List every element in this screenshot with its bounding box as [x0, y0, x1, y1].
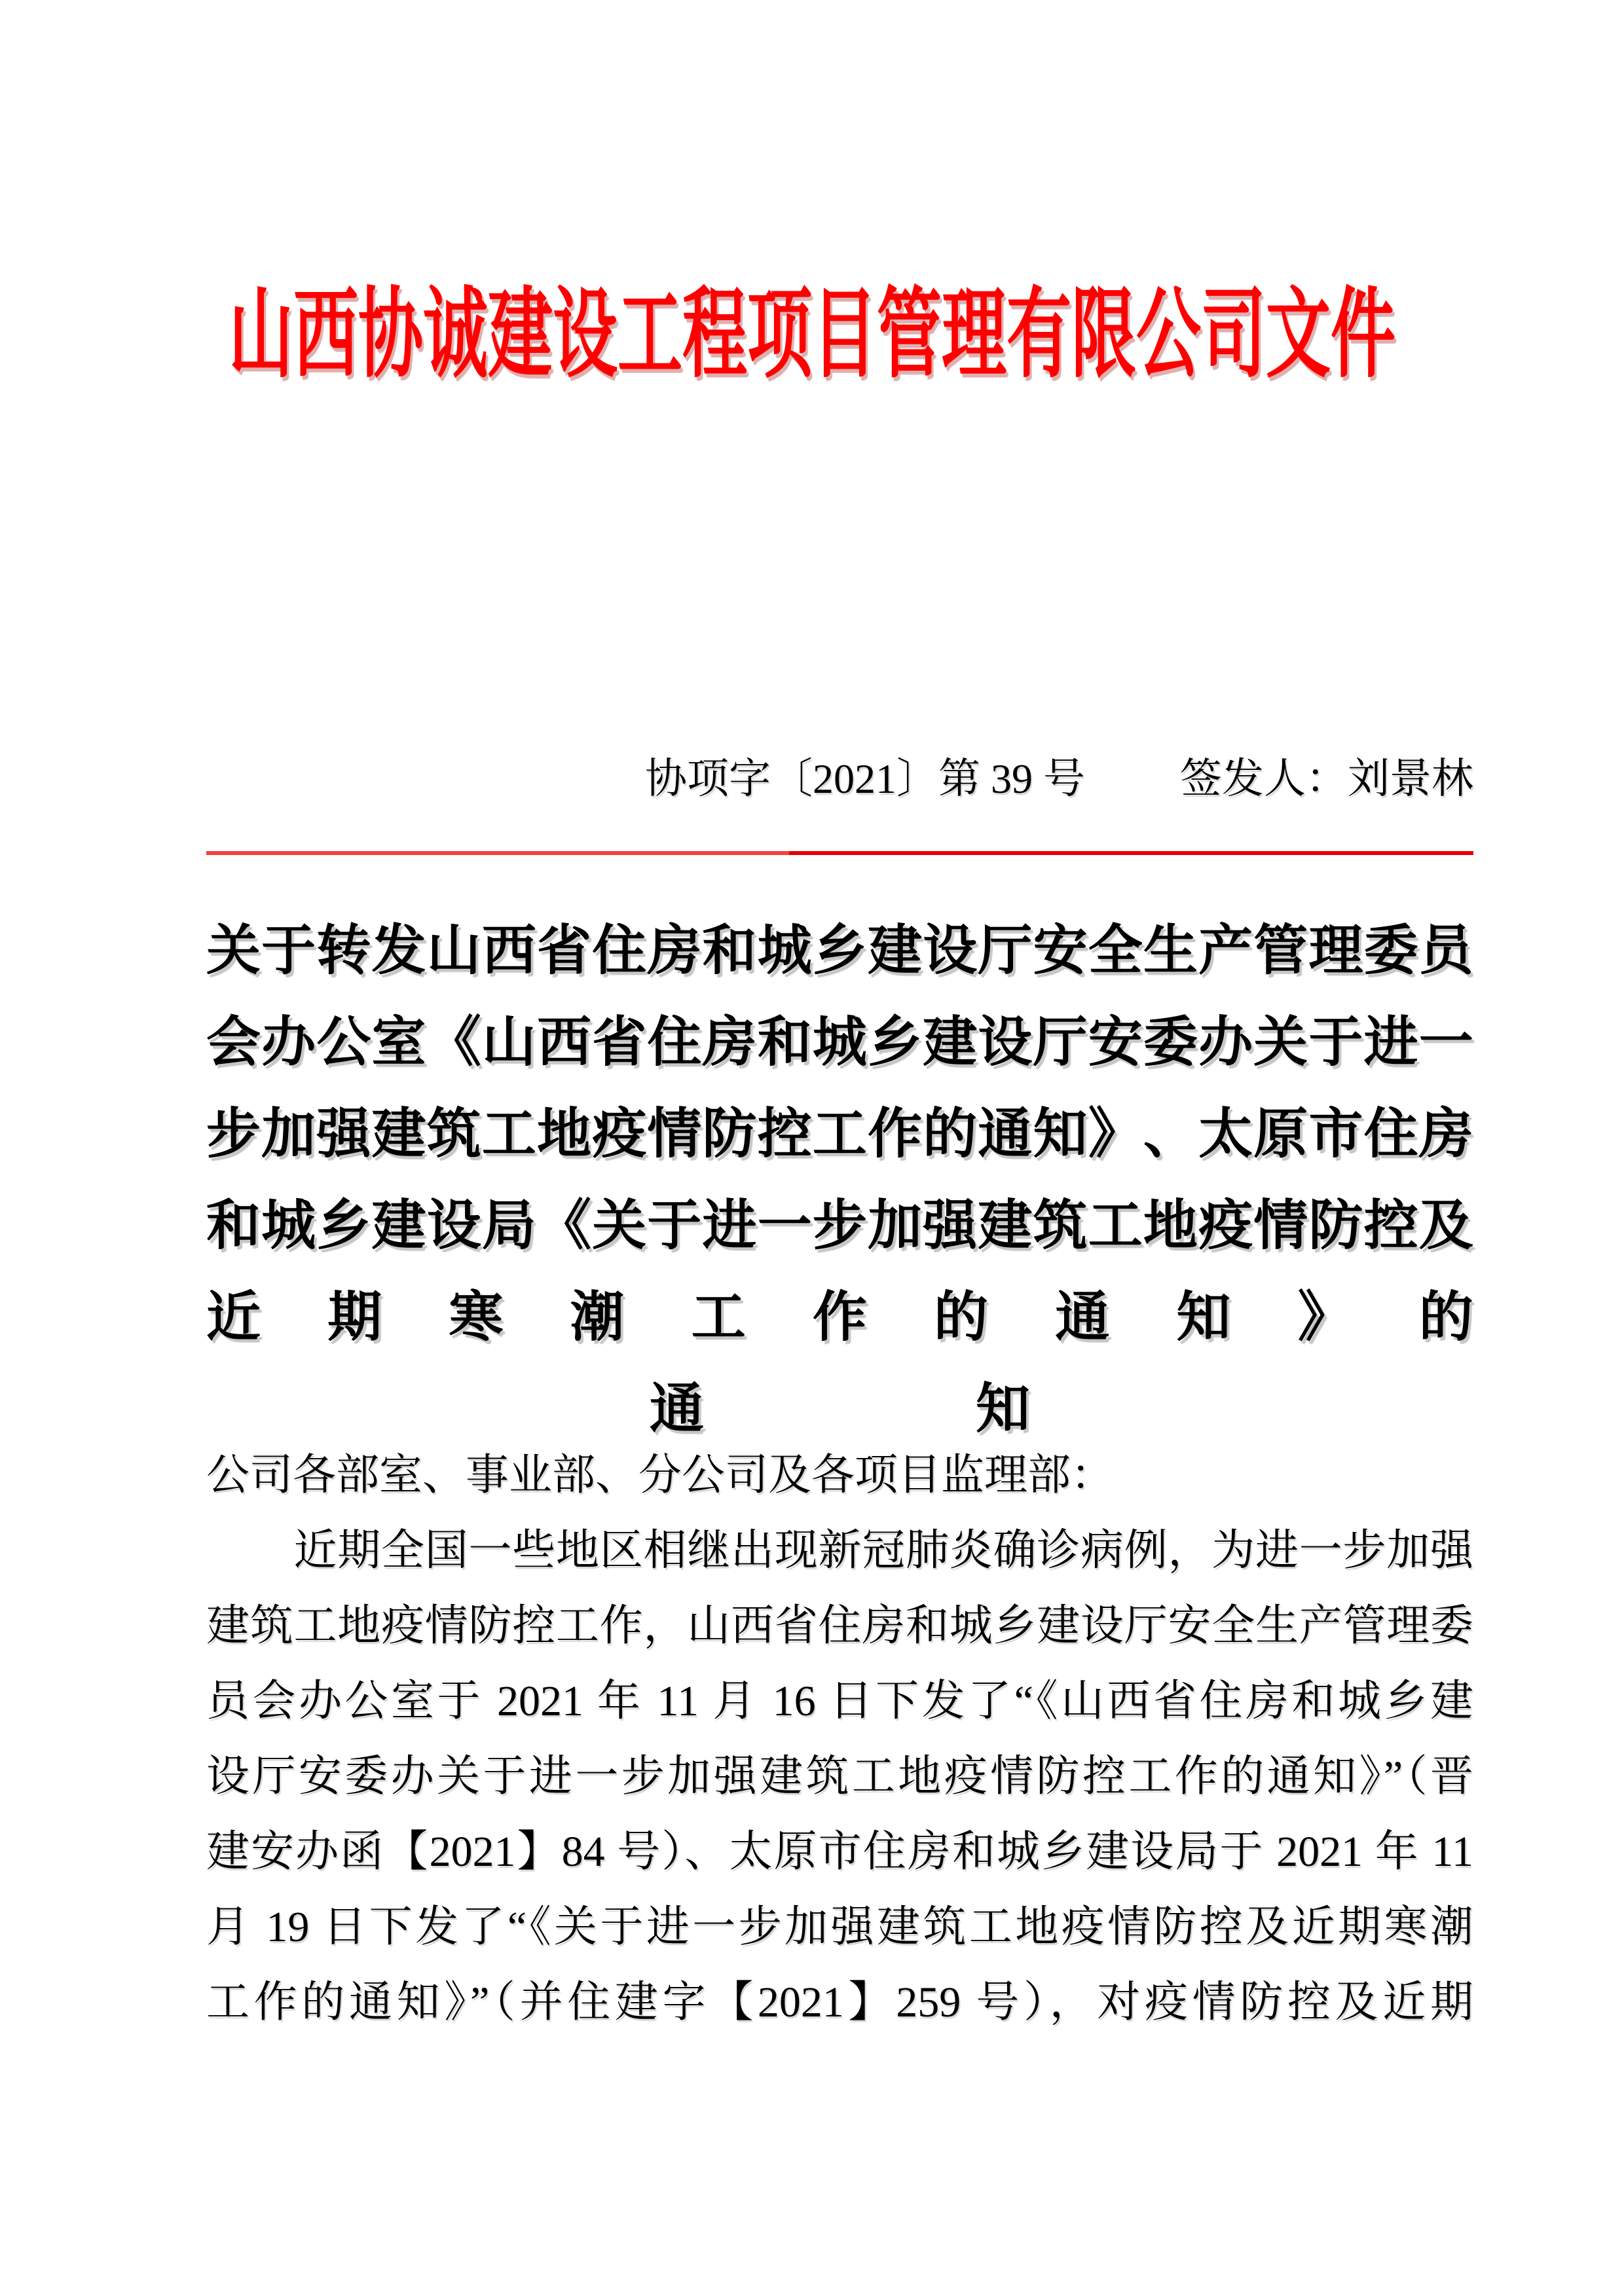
body-paragraph-line: 员会办公室于 2021 年 11 月 16 日下发了“《山西省住房和城乡建	[206, 1677, 1473, 1725]
body-paragraph-line: 建安办函【2021】84 号）、太原市住房和城乡建设局于 2021 年 11	[206, 1828, 1473, 1876]
body-paragraph-line: 近期全国一些地区相继出现新冠肺炎确诊病例，为进一步加强	[206, 1527, 1473, 1575]
letterhead	[0, 282, 1624, 390]
red-divider-line	[206, 851, 1473, 855]
subject-title	[206, 905, 1473, 1455]
body-paragraph-line: 月 19 日下发了“《关于进一步加强建筑工地疫情防控及近期寒潮	[206, 1903, 1473, 1951]
doc-number: 协项字〔2021〕第 39 号	[645, 756, 1085, 802]
subject-title-line-5: 近 期 寒 潮 工 作 的 通 知 》 的	[206, 1287, 1473, 1347]
subject-title-line-3: 步 加 强 建 筑 工 地 疫 情 防 控 工 作 的 通 知 》 、 太 原 市 住 房	[206, 1104, 1473, 1164]
body-paragraph-line: 工作的通知》”（并住建字【2021】259 号），对疫情防控及近期	[206, 1978, 1473, 2026]
issuer: 签发人：刘景林	[1180, 756, 1473, 802]
subject-title-line-2: 会 办 公 室 《 山 西 省 住 房 和 城 乡 建 设 厅 安 委 办 关 于 进 一	[206, 1012, 1473, 1072]
subject-title-line-4: 和 城 乡 建 设 局 《 关 于 进 一 步 加 强 建 筑 工 地 疫 情 防 控 及	[206, 1195, 1473, 1256]
body-paragraph-line: 设厅安委办关于进一步加强建筑工地疫情防控工作的通知》”（晋	[206, 1753, 1473, 1800]
subject-title-line-1: 关 于 转 发 山 西 省 住 房 和 城 乡 建 设 厅 安 全 生 产 管 理 委 员	[206, 920, 1473, 981]
body-paragraph-line: 建筑工地疫情防控工作，山西省住房和城乡建设厅安全生产管理委	[206, 1602, 1473, 1650]
letterhead-org-file-title: 山西协诚建设工程项目管理有限公司文件	[229, 281, 1396, 390]
doc-number-line	[206, 753, 1473, 805]
subject-title-line-6: 通 知	[650, 1379, 1030, 1439]
salutation: 公司各部室、事业部、分公司及各项目监理部：	[206, 1451, 1114, 1499]
letter-body	[206, 1438, 1473, 2040]
